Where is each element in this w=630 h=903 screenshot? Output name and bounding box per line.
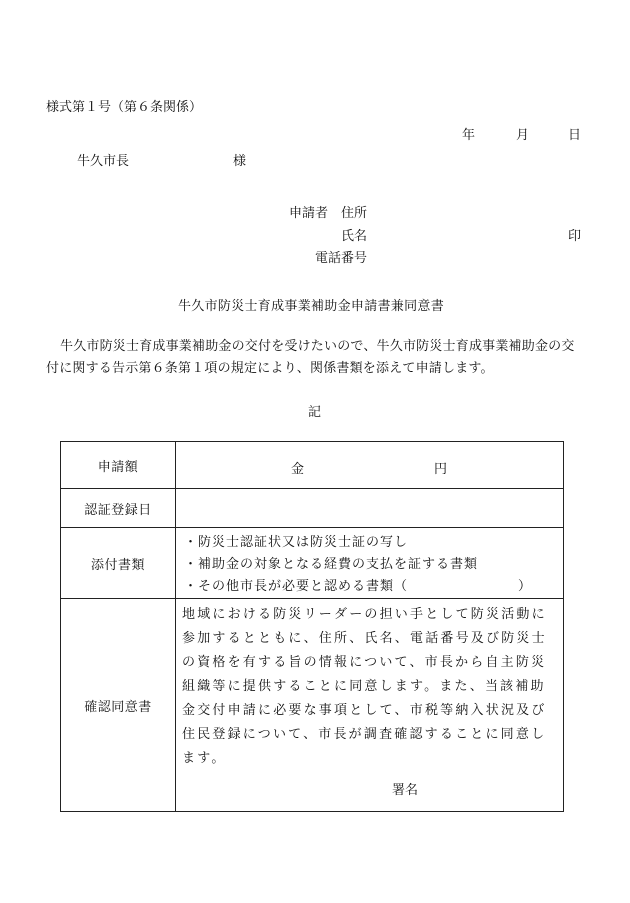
attachments-label: 添付書類 bbox=[61, 528, 176, 599]
amount-label: 申請額 bbox=[61, 442, 176, 489]
intro-paragraph bbox=[46, 336, 586, 380]
date-month: 月 bbox=[516, 128, 530, 143]
applicant-phone-label: 電話番号 bbox=[315, 251, 368, 266]
seal-mark: 印 bbox=[568, 229, 582, 244]
form-number: 様式第１号（第６条関係） bbox=[46, 100, 203, 115]
attachments-cell bbox=[176, 528, 564, 599]
attachment-other-close: ） bbox=[518, 579, 533, 594]
signature-label: 署名 bbox=[392, 783, 419, 798]
cert-date-cell[interactable] bbox=[176, 489, 564, 528]
applicant-name-label: 氏名 bbox=[341, 229, 368, 244]
addressee-name: 牛久市長 bbox=[77, 154, 130, 169]
amount-row bbox=[61, 442, 564, 489]
amount-cell[interactable] bbox=[176, 442, 564, 489]
attachments-row bbox=[61, 528, 564, 599]
attachment-other-label: ・その他市長が必要と認める書類（ bbox=[184, 579, 409, 594]
consent-text: 地域における防災リーダーの担い手として防災活動に参加するとともに、住所、氏名、電話番号及び防災士の資格を有する旨の情報について、市長から自主防災組織等に提供することに同意します。また、当該補助金交付申請に必要な事項として、市税等納入状況及び住民登録について、市長が調査確認することに同意します。 bbox=[182, 607, 547, 766]
attachment-item-2: ・補助金の対象となる経費の支払を証する書類 bbox=[184, 557, 479, 572]
intro-text: 牛久市防災士育成事業補助金の交付を受けたいので、牛久市防災士育成事業補助金の交付に関する告示第６条第１項の規定により、関係書類を添えて申請します。 bbox=[46, 339, 575, 376]
amount-kin: 金 bbox=[291, 462, 305, 477]
cert-date-label: 認証登録日 bbox=[61, 489, 176, 528]
date-year: 年 bbox=[462, 128, 476, 143]
ki-heading: 記 bbox=[308, 405, 322, 420]
application-table bbox=[60, 441, 564, 812]
amount-en: 円 bbox=[434, 462, 448, 477]
applicant-heading: 申請者 bbox=[289, 206, 329, 221]
consent-cell bbox=[176, 599, 564, 812]
document-title: 牛久市防災士育成事業補助金申請書兼同意書 bbox=[178, 299, 445, 314]
consent-label: 確認同意書 bbox=[61, 599, 176, 812]
addressee-honorific: 様 bbox=[233, 154, 247, 169]
signature-area[interactable] bbox=[176, 771, 563, 811]
consent-row bbox=[61, 599, 564, 812]
cert-date-row bbox=[61, 489, 564, 528]
attachment-item-other[interactable] bbox=[184, 576, 563, 598]
applicant-address-label: 住所 bbox=[341, 206, 368, 221]
attachment-item-1: ・防災士認証状又は防災士証の写し bbox=[184, 535, 409, 550]
date-day: 日 bbox=[568, 128, 582, 143]
